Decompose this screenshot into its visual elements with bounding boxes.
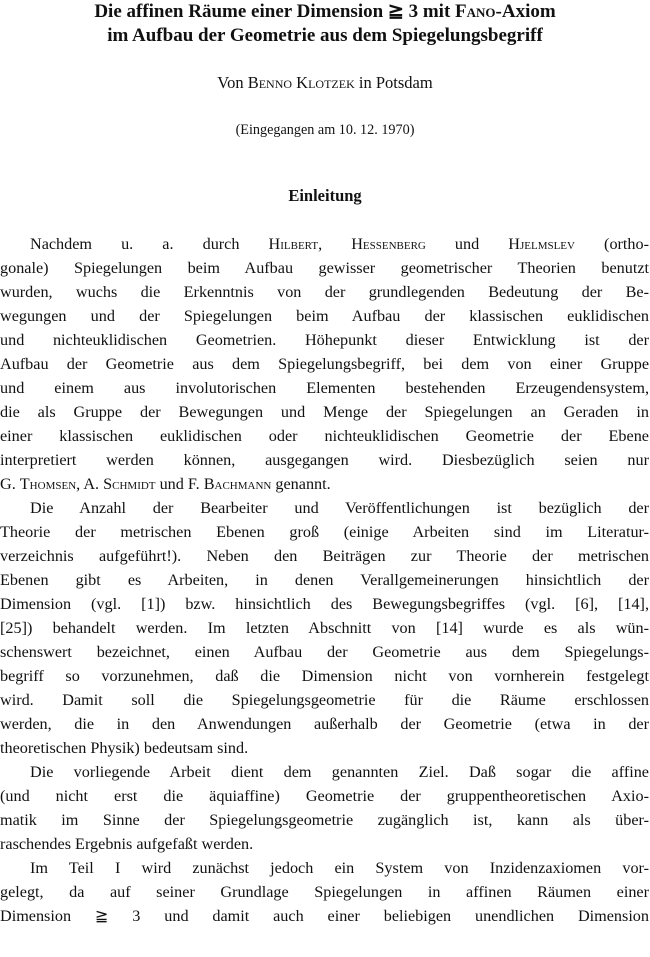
body-text-segment: schenswert bezeichnet, einen Aufbau der Geometrie aus dem Spiegelungs-: [0, 643, 649, 661]
body-line: [0, 568, 649, 592]
body-line: [0, 232, 649, 256]
body-text-segment: werden, die in den Anwendungen außerhalb der Geometrie (etwa in der: [0, 715, 649, 733]
body-text-segment: und nichteuklidischen Geometrien. Höhepunkt dieser Entwicklung ist der: [0, 331, 649, 349]
body-line: [0, 496, 649, 520]
body-text-segment: einer klassischen euklidischen oder nichteuklidischen Geometrie der Ebene: [0, 427, 649, 445]
received-date: (Eingegangen am 10. 12. 1970): [235, 122, 415, 138]
body-line: [0, 832, 649, 856]
body-line: [0, 616, 649, 640]
body-line: [0, 256, 649, 280]
body-text-segment: wurden, wuchs die Erkenntnis von der grundlegenden Bedeutung der Be-: [0, 283, 649, 301]
body-text-segment: Theorie der metrischen Ebenen groß (einige Arbeiten sind im Literatur-: [0, 523, 649, 541]
body-text-segment: raschendes Ergebnis aufgefaßt werden.: [0, 835, 254, 853]
body-text-segment: gelegt, da auf seiner Grundlage Spiegelungen in affinen Räumen einer: [0, 883, 649, 901]
body-text-segment: (und nicht erst die äquiaffine) Geometrie der gruppentheoretischen Axio-: [0, 787, 649, 805]
author-name: Benno Klotzek: [247, 73, 355, 92]
body-line: [0, 400, 649, 424]
body-line: [0, 640, 649, 664]
body-line: [0, 880, 649, 904]
body-line: [0, 328, 649, 352]
body-text-segment: G.: [0, 475, 20, 493]
body-text-segment: gonale) Spiegelungen beim Aufbau gewisser geometrischer Theorien benutzt: [0, 259, 649, 277]
author-line: [0, 72, 650, 94]
author-reference-name: Hilbert: [268, 235, 319, 253]
body-line: [0, 520, 649, 544]
body-text-segment: Im Teil I wird zunächst jedoch ein System von Inzidenzaxiomen vor-: [30, 859, 649, 877]
body-line: [0, 472, 649, 496]
body-line: [0, 712, 649, 736]
title-text-suffix: -Axiom: [495, 1, 556, 22]
body-line: [0, 856, 649, 880]
section-heading: Einleitung: [288, 186, 362, 205]
body-text-segment: (ortho-: [574, 235, 650, 253]
body-text-segment: und F.: [155, 475, 204, 493]
body-line: [0, 736, 649, 760]
body-text-segment: und: [425, 235, 509, 253]
author-reference-name: Hessenberg: [351, 235, 426, 253]
body-text-segment: wird. Damit soll die Spiegelungsgeometrie für die Räume erschlossen: [0, 691, 649, 709]
body-line: [0, 448, 649, 472]
body-line: [0, 592, 649, 616]
body-text-segment: [25]) behandelt werden. Im letzten Abschnitt von [14] wurde es als wün-: [0, 619, 649, 637]
body-text-segment: interpretiert werden können, ausgegangen wird. Diesbezüglich seien nur: [0, 451, 649, 469]
body-text-segment: matik im Sinne der Spiegelungsgeometrie zugänglich ist, kann als über-: [0, 811, 649, 829]
title-name-fano: Fano: [455, 1, 496, 22]
body-line: [0, 664, 649, 688]
body-text-segment: wegungen und der Spiegelungen beim Aufbau der klassischen euklidischen: [0, 307, 649, 325]
author-reference-name: Schmidt: [103, 475, 156, 493]
body-text-segment: ,: [318, 235, 352, 253]
body-text-segment: Dimension (vgl. [1]) bzw. hinsichtlich des Bewegungsbegriffes (vgl. [6], [14],: [0, 595, 649, 613]
body-text-segment: die als Gruppe der Bewegungen und Menge der Spiegelungen an Geraden in: [0, 403, 649, 421]
body-line: [0, 376, 649, 400]
body-line: [0, 688, 649, 712]
title-text: Die affinen Räume einer Dimension ≧ 3 mit: [94, 1, 456, 22]
body-text: [0, 232, 649, 928]
body-text-segment: Die Anzahl der Bearbeiter und Veröffentlichungen ist bezüglich der: [30, 499, 649, 517]
body-line: [0, 304, 649, 328]
body-text-segment: begriff so vorzunehmen, daß die Dimension nicht von vornherein festgelegt: [0, 667, 649, 685]
author-reference-name: Hjelmslev: [508, 235, 575, 253]
author-reference-name: Thomsen: [19, 475, 77, 493]
body-text-segment: verzeichnis aufgeführt!). Neben den Beiträgen zur Theorie der metrischen: [0, 547, 649, 565]
author-prefix: Von: [217, 73, 248, 92]
body-text-segment: Dimension ≧ 3 und damit auch einer beliebigen unendlichen Dimension: [0, 907, 649, 925]
body-line: [0, 808, 649, 832]
author-location: in Potsdam: [354, 73, 433, 92]
body-text-segment: Die vorliegende Arbeit dient dem genannten Ziel. Daß sogar die affine: [30, 763, 649, 781]
body-line: [0, 544, 649, 568]
body-text-segment: , A.: [76, 475, 104, 493]
body-text-segment: Nachdem u. a. durch: [30, 235, 269, 253]
body-line: [0, 352, 649, 376]
body-line: [0, 424, 649, 448]
body-text-segment: und einem aus involutorischen Elementen bestehenden Erzeugendensystem,: [0, 379, 649, 397]
body-text-segment: Ebenen gibt es Arbeiten, in denen Verallgemeinerungen hinsichtlich der: [0, 571, 649, 589]
body-text-segment: theoretischen Physik) bedeutsam sind.: [0, 739, 249, 757]
body-text-segment: Aufbau der Geometrie aus dem Spiegelungsbegriff, bei dem von einer Gruppe: [0, 355, 649, 373]
body-line: [0, 784, 649, 808]
paper-title-line-2: im Aufbau der Geometrie aus dem Spiegelungsbegriff: [107, 25, 543, 46]
body-line: [0, 280, 649, 304]
body-line: [0, 760, 649, 784]
body-text-segment: genannt.: [271, 475, 331, 493]
body-line: [0, 904, 649, 928]
author-reference-name: Bachmann: [203, 475, 272, 493]
paper-title-line-1: [0, 0, 650, 24]
